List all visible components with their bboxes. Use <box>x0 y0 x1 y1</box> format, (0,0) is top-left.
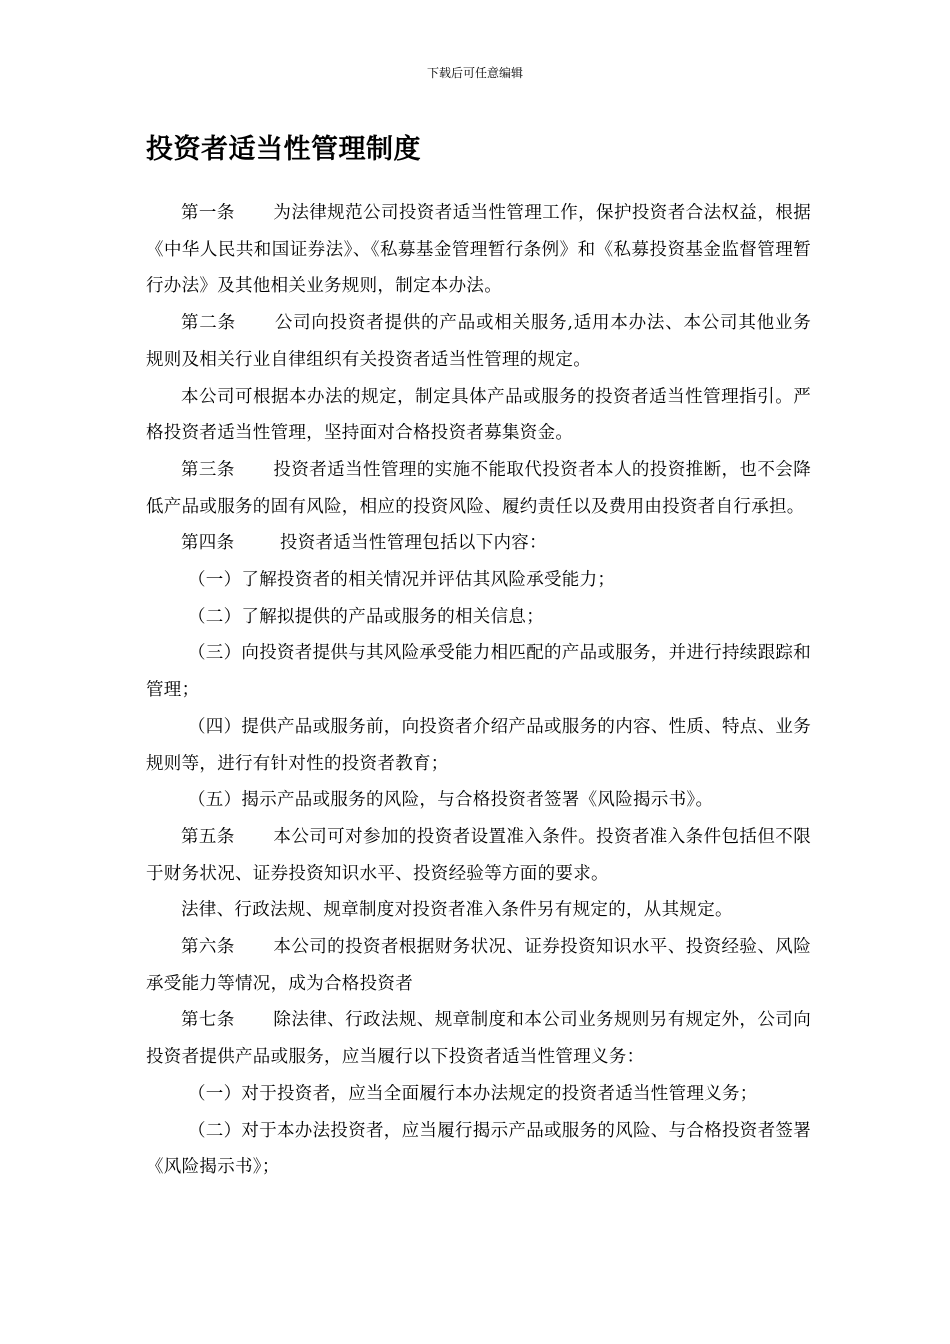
list-item-paragraph <box>146 635 811 708</box>
article-label: 第四条 <box>181 533 235 554</box>
article-paragraph <box>146 819 811 892</box>
document-title: 投资者适当性管理制度 <box>146 134 421 165</box>
paragraph-text: （三）向投资者提供与其风险承受能力相匹配的产品或服务，并进行持续跟踪和管理； <box>146 643 811 701</box>
list-item-paragraph <box>146 782 811 819</box>
list-item-paragraph <box>146 1113 811 1186</box>
article-paragraph <box>146 195 811 305</box>
paragraph-text: （二）对于本办法投资者，应当履行揭示产品或服务的风险、与合格投资者签署《风险揭示书》； <box>146 1120 811 1178</box>
list-item-paragraph <box>146 562 811 599</box>
article-paragraph <box>146 525 811 562</box>
article-paragraph <box>146 305 811 378</box>
article-paragraph <box>146 452 811 525</box>
paragraph-text: （一）了解投资者的相关情况并评估其风险承受能力； <box>188 570 616 591</box>
article-label: 第五条 <box>181 826 235 847</box>
list-item-paragraph <box>146 599 811 636</box>
paragraph-text: 投资者适当性管理包括以下内容： <box>279 533 547 554</box>
list-item-paragraph <box>146 1076 811 1113</box>
paragraph-text: 为法律规范公司投资者适当性管理工作，保护投资者合法权益，根据《中华人民共和国证券法》、《私募基金管理暂行条例》和《私募投资基金监督管理暂行办法》及其他相关业务规则，制定本办法。 <box>146 203 812 297</box>
article-label: 第二条 <box>181 313 236 334</box>
paragraph-text: 本公司可根据本办法的规定，制定具体产品或服务的投资者适当性管理指引。严格投资者适当性管理，坚持面对合格投资者募集资金。 <box>146 386 811 444</box>
article-paragraph <box>146 1002 811 1075</box>
paragraph-text: （四）提供产品或服务前，向投资者介绍产品或服务的内容、性质、特点、业务规则等，进行有针对性的投资者教育； <box>146 716 811 774</box>
body-paragraph <box>146 379 811 452</box>
header-note: 下载后可任意编辑 <box>426 66 523 80</box>
body-paragraph <box>146 892 811 929</box>
paragraph-text: 公司向投资者提供的产品或相关服务,适用本办法、本公司其他业务规则及相关行业自律组织有关投资者适当性管理的规定。 <box>146 313 811 370</box>
article-label: 第一条 <box>181 203 235 223</box>
paragraph-text: 投资者适当性管理的实施不能取代投资者本人的投资推断，也不会降低产品或服务的固有风险，相应的投资风险、履约责任以及费用由投资者自行承担。 <box>146 459 812 517</box>
article-label: 第七条 <box>181 1010 235 1031</box>
paragraph-text: 本公司可对参加的投资者设置准入条件。投资者准入条件包括但不限于财务状况、证券投资知识水平、投资经验等方面的要求。 <box>146 826 812 884</box>
paragraph-text: 法律、行政法规、规章制度对投资者准入条件另有规定的，从其规定。 <box>181 900 733 921</box>
document-body <box>146 195 811 1186</box>
article-label: 第六条 <box>181 937 235 958</box>
paragraph-text: （一）对于投资者，应当全面履行本办法规定的投资者适当性管理义务； <box>188 1083 758 1104</box>
article-paragraph <box>146 929 811 1002</box>
paragraph-text: （二）了解拟提供的产品或服务的相关信息； <box>188 606 544 627</box>
article-label: 第三条 <box>181 459 235 480</box>
paragraph-text: 除法律、行政法规、规章制度和本公司业务规则另有规定外，公司向投资者提供产品或服务，应当履行以下投资者适当性管理义务： <box>146 1010 812 1068</box>
paragraph-text: （五）揭示产品或服务的风险，与合格投资者签署《风险揭示书》。 <box>188 790 714 811</box>
paragraph-text: 本公司的投资者根据财务状况、证券投资知识水平、投资经验、风险承受能力等情况，成为合格投资者 <box>146 937 812 994</box>
list-item-paragraph <box>146 709 811 782</box>
